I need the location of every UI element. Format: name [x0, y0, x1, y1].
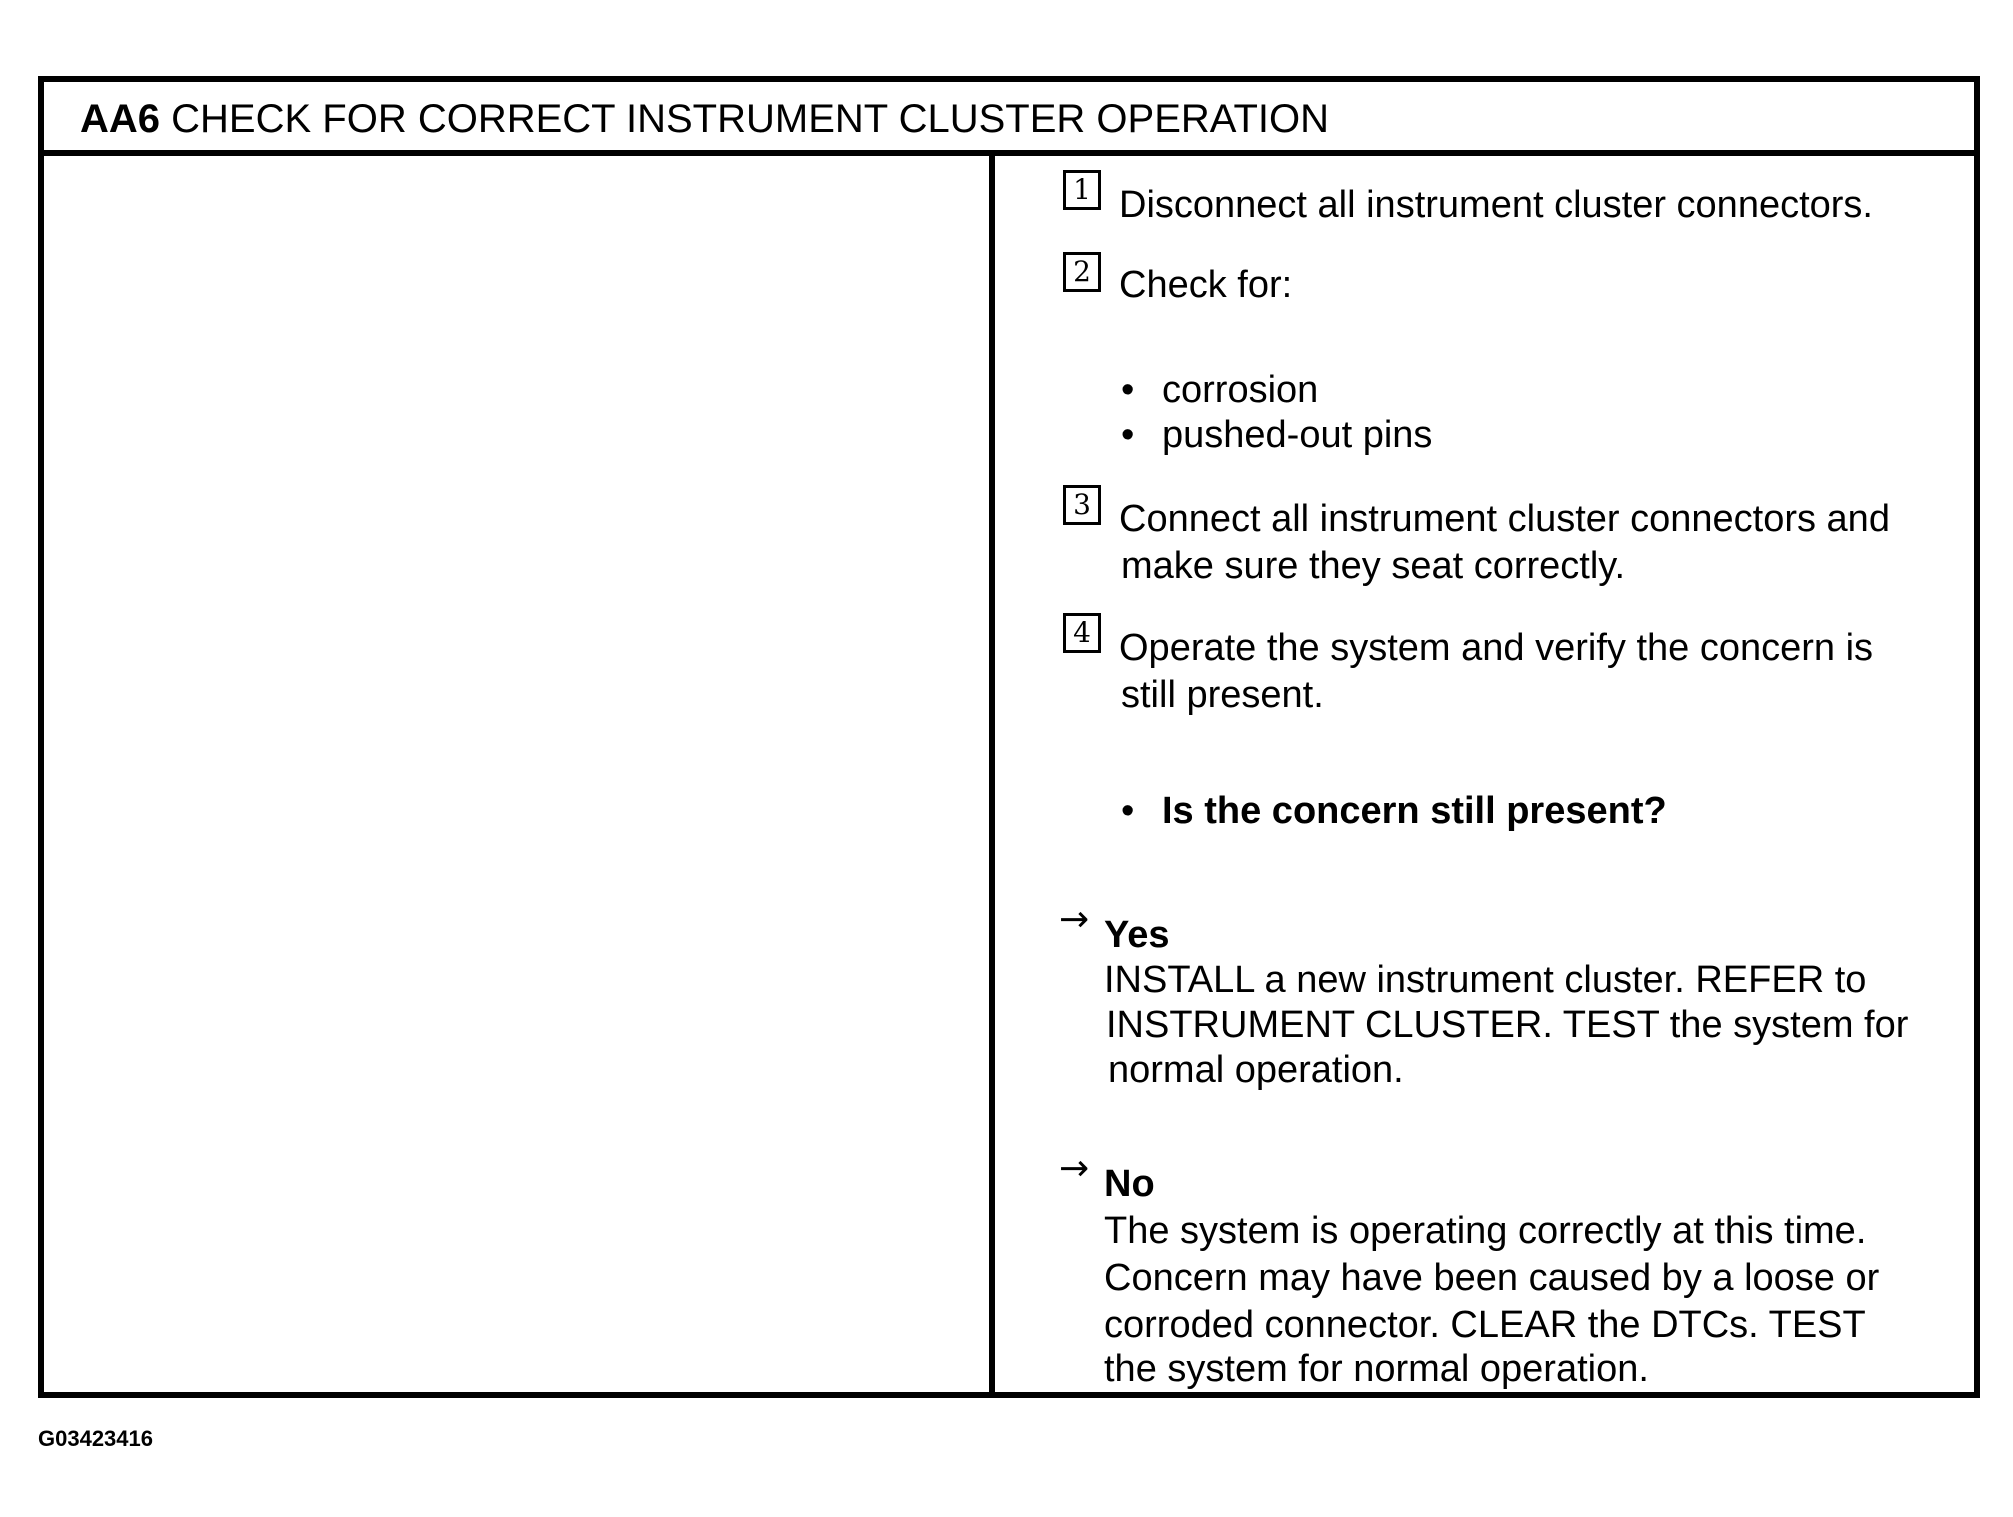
step-number-box-icon [1063, 613, 1101, 653]
answer-no-line-1: The system is operating correctly at this time. [1104, 1210, 1867, 1252]
answer-no-label: No [1104, 1163, 1155, 1205]
step-number: 4 [1073, 616, 1091, 649]
procedure-title-text: CHECK FOR CORRECT INSTRUMENT CLUSTER OPERATION [171, 97, 1330, 141]
instructions-pane [995, 156, 1974, 1392]
right-arrow-icon: → [1059, 1148, 1090, 1189]
step-number-box-icon [1063, 252, 1101, 292]
step-3-text-line-1: Connect all instrument cluster connectors and [1119, 498, 1890, 540]
answer-no-line-2: Concern may have been caused by a loose or [1104, 1257, 1880, 1299]
step-4-text-line-1: Operate the system and verify the concern is [1119, 627, 1874, 669]
step-number: 2 [1073, 255, 1091, 288]
answer-yes-line-1: INSTALL a new instrument cluster. REFER to [1104, 959, 1867, 1001]
step-1-text: Disconnect all instrument cluster connectors. [1119, 184, 1873, 226]
bullet-icon: • [1121, 369, 1135, 411]
illustration-pane [44, 156, 995, 1392]
bullet-icon: • [1121, 790, 1135, 832]
procedure-table [38, 76, 1980, 1398]
figure-id: G03423416 [38, 1426, 153, 1451]
answer-yes-label: Yes [1104, 914, 1170, 956]
answer-no-line-4: the system for normal operation. [1104, 1348, 1649, 1390]
procedure-title [80, 97, 1329, 141]
answer-yes-line-3: normal operation. [1108, 1049, 1404, 1091]
procedure-code: AA6 [80, 97, 161, 141]
procedure-header [44, 82, 1974, 156]
step-2-text: Check for: [1119, 264, 1293, 306]
step-number: 3 [1073, 488, 1091, 521]
answer-no-line-3: corroded connector. CLEAR the DTCs. TEST [1104, 1304, 1866, 1346]
answer-yes-line-2: INSTRUMENT CLUSTER. TEST the system for [1106, 1004, 1909, 1046]
question-text: Is the concern still present? [1162, 790, 1667, 832]
bullet-icon: • [1121, 414, 1135, 456]
step-4-text-line-2: still present. [1121, 674, 1324, 716]
step-3-text-line-2: make sure they seat correctly. [1121, 545, 1626, 587]
step-number-box-icon [1063, 485, 1101, 525]
step-number-box-icon [1063, 170, 1101, 210]
check-item: pushed-out pins [1162, 414, 1433, 456]
right-arrow-icon: → [1059, 899, 1090, 940]
step-number: 1 [1073, 173, 1091, 206]
check-item: corrosion [1162, 369, 1319, 411]
